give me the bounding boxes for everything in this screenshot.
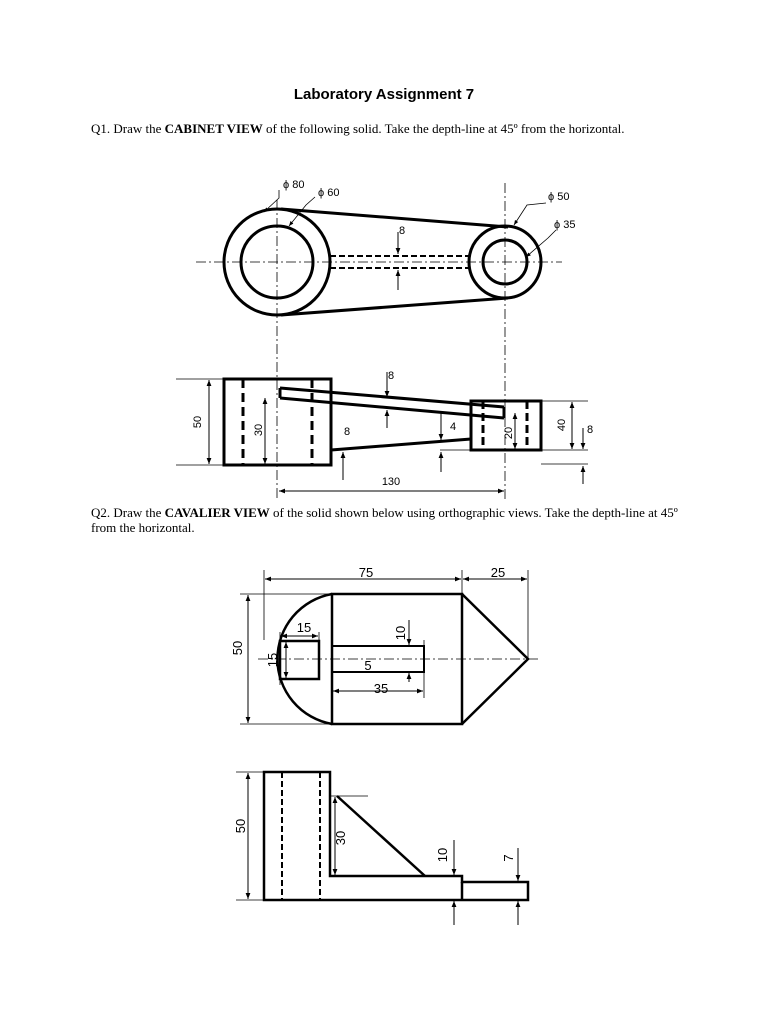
dim-75: 75 <box>358 565 374 580</box>
dim-web-8: 8 <box>399 225 406 237</box>
dim-15-h: 15 <box>265 652 280 668</box>
dim-15-w: 15 <box>296 620 312 635</box>
dim-25: 25 <box>490 565 506 580</box>
fig1-front-view <box>176 372 588 491</box>
dim-4: 4 <box>450 421 457 433</box>
dim-8-top: 8 <box>388 370 395 382</box>
fig2-side-view <box>236 772 528 925</box>
q2-bold: CAVALIER VIEW <box>164 505 270 520</box>
fig2-side-labels <box>233 819 516 862</box>
q1-bold: CABINET VIEW <box>164 121 263 136</box>
rib-diagonal <box>337 796 425 876</box>
dim-phi50: ϕ 50 <box>548 191 570 203</box>
dim-30: 30 <box>253 423 265 437</box>
dim-side-10: 10 <box>435 847 450 863</box>
page-title: Laboratory Assignment 7 <box>293 86 475 103</box>
fig1-front-labels <box>192 370 593 488</box>
dim-40: 40 <box>556 418 568 432</box>
dim-10: 10 <box>393 625 408 641</box>
fig2-front-labels <box>230 565 505 696</box>
arm-top-edge <box>280 388 504 407</box>
dim-side-50: 50 <box>233 818 248 834</box>
dim-8-right: 8 <box>587 424 594 436</box>
dim-35: 35 <box>373 681 389 696</box>
dim-phi35: ϕ 35 <box>554 219 576 231</box>
dim-50: 50 <box>192 415 204 429</box>
dim-side-7: 7 <box>501 854 516 862</box>
side-outline <box>264 772 528 900</box>
fig1-top-view <box>196 183 562 500</box>
q2-suffix: of the solid shown below using orthographic views. Take the depth-line at 45º from the horizontal. <box>91 505 678 535</box>
dim-20: 20 <box>503 426 515 440</box>
dim-phi80: ϕ 80 <box>283 179 305 191</box>
fig1-top-labels <box>283 179 575 237</box>
dim-5: 5 <box>364 658 372 673</box>
q2-prefix: Q2. Draw the <box>91 505 165 520</box>
q1-prefix: Q1. Draw the <box>91 121 165 136</box>
q1-suffix: of the following solid. Take the depth-line at 45º from the horizontal. <box>262 121 625 136</box>
dim-phi60: ϕ 60 <box>318 187 340 199</box>
dim-8-left: 8 <box>344 426 351 438</box>
fig2-front-view <box>240 570 540 724</box>
dim-50: 50 <box>230 640 245 656</box>
web-lower-edge <box>331 439 471 450</box>
dim-side-30: 30 <box>333 830 348 846</box>
dim-130: 130 <box>381 476 401 488</box>
